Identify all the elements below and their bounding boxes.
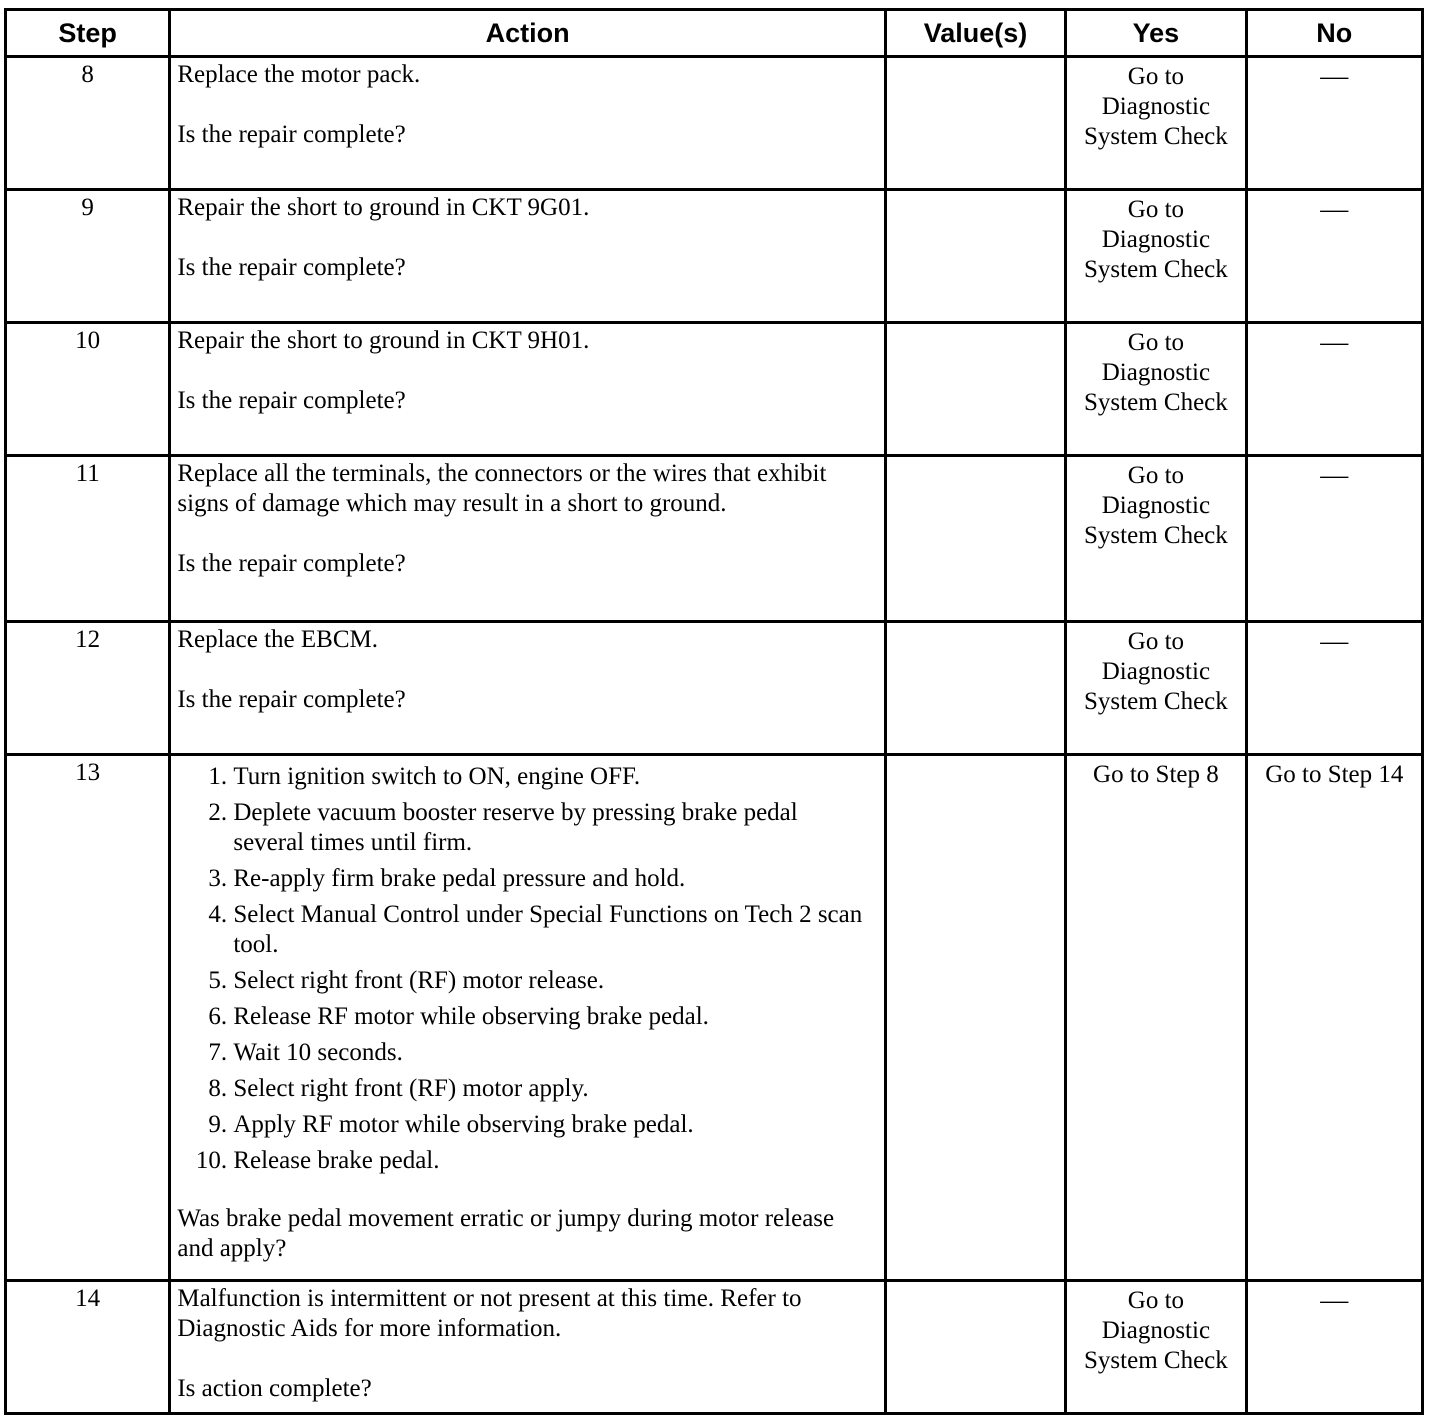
header-step: Step [6, 10, 170, 57]
substep-list [177, 762, 874, 1176]
no-result-text: — [1320, 1285, 1349, 1316]
step-number: 14 [6, 1281, 170, 1414]
no-result [1246, 1281, 1422, 1414]
value-cell [885, 1281, 1065, 1414]
value-cell [885, 622, 1065, 755]
action-cell [170, 1281, 886, 1414]
no-result: Go to Step 14 [1246, 755, 1422, 1281]
list-item: 8. Select right front (RF) motor apply. [233, 1074, 874, 1104]
action-cell [170, 755, 886, 1281]
action-text: Replace the motor pack. [177, 61, 421, 88]
step-number: 8 [6, 57, 170, 190]
step-number: 11 [6, 456, 170, 622]
no-result-text: — [1320, 460, 1349, 491]
step-number: 13 [6, 755, 170, 1281]
yes-result: Go to Diagnostic System Check [1066, 57, 1246, 190]
action-cell [170, 323, 886, 456]
action-question: Is the repair complete? [177, 387, 406, 414]
yes-result: Go to Diagnostic System Check [1066, 622, 1246, 755]
yes-result: Go to Diagnostic System Check [1066, 190, 1246, 323]
list-item: 2. Deplete vacuum booster reserve by pressing brake pedal several times until firm. [233, 798, 874, 858]
list-item: 5. Select right front (RF) motor release. [233, 966, 874, 996]
table-row-step-14 [6, 1281, 1423, 1414]
no-result-text: — [1320, 61, 1349, 92]
no-result-text: — [1320, 626, 1349, 657]
no-result-text: — [1320, 327, 1349, 358]
list-item: 4. Select Manual Control under Special Functions on Tech 2 scan tool. [233, 900, 874, 960]
action-text: Repair the short to ground in CKT 9G01. [177, 194, 590, 221]
action-cell [170, 622, 886, 755]
action-cell [170, 456, 886, 622]
list-item: 10. Release brake pedal. [233, 1146, 874, 1176]
yes-result: Go to Step 8 [1066, 755, 1246, 1281]
action-question: Is the repair complete? [177, 121, 406, 148]
table-row-step-8 [6, 57, 1423, 190]
list-item: 9. Apply RF motor while observing brake pedal. [233, 1110, 874, 1140]
value-cell [885, 456, 1065, 622]
value-cell [885, 323, 1065, 456]
action-text: Replace all the terminals, the connectors or the wires that exhibit signs of damage which may result in a short to ground. [177, 460, 827, 517]
action-text: Malfunction is intermittent or not present at this time. Refer to Diagnostic Aids for more information. [177, 1285, 802, 1342]
header-values: Value(s) [885, 10, 1065, 57]
action-question: Was brake pedal movement erratic or jumpy during motor release and apply? [177, 1205, 835, 1262]
header-yes: Yes [1066, 10, 1246, 57]
step-number: 12 [6, 622, 170, 755]
action-cell [170, 57, 886, 190]
table-row-step-12 [6, 622, 1423, 755]
no-result [1246, 622, 1422, 755]
table-row-step-11 [6, 456, 1423, 622]
action-text: Repair the short to ground in CKT 9H01. [177, 327, 590, 354]
action-question: Is the repair complete? [177, 550, 406, 577]
header-no: No [1246, 10, 1422, 57]
action-question: Is the repair complete? [177, 686, 406, 713]
list-item: 3. Re-apply firm brake pedal pressure and hold. [233, 864, 874, 894]
yes-result: Go to Diagnostic System Check [1066, 1281, 1246, 1414]
action-cell [170, 190, 886, 323]
table-row-step-13 [6, 755, 1423, 1281]
no-result-text: — [1320, 194, 1349, 225]
action-text: Replace the EBCM. [177, 626, 378, 653]
header-row [6, 10, 1423, 57]
yes-result: Go to Diagnostic System Check [1066, 323, 1246, 456]
header-action: Action [170, 10, 886, 57]
no-result [1246, 57, 1422, 190]
table-row-step-10 [6, 323, 1423, 456]
list-item: 6. Release RF motor while observing brake pedal. [233, 1002, 874, 1032]
action-question: Is the repair complete? [177, 254, 406, 281]
yes-result: Go to Diagnostic System Check [1066, 456, 1246, 622]
value-cell [885, 190, 1065, 323]
list-item: 7. Wait 10 seconds. [233, 1038, 874, 1068]
value-cell [885, 57, 1065, 190]
no-result [1246, 190, 1422, 323]
value-cell [885, 755, 1065, 1281]
action-question: Is action complete? [177, 1375, 372, 1402]
table-row-step-9 [6, 190, 1423, 323]
list-item: 1. Turn ignition switch to ON, engine OFF. [233, 762, 874, 792]
step-number: 10 [6, 323, 170, 456]
step-number: 9 [6, 190, 170, 323]
diagnostic-table [4, 8, 1424, 1415]
no-result [1246, 456, 1422, 622]
no-result [1246, 323, 1422, 456]
